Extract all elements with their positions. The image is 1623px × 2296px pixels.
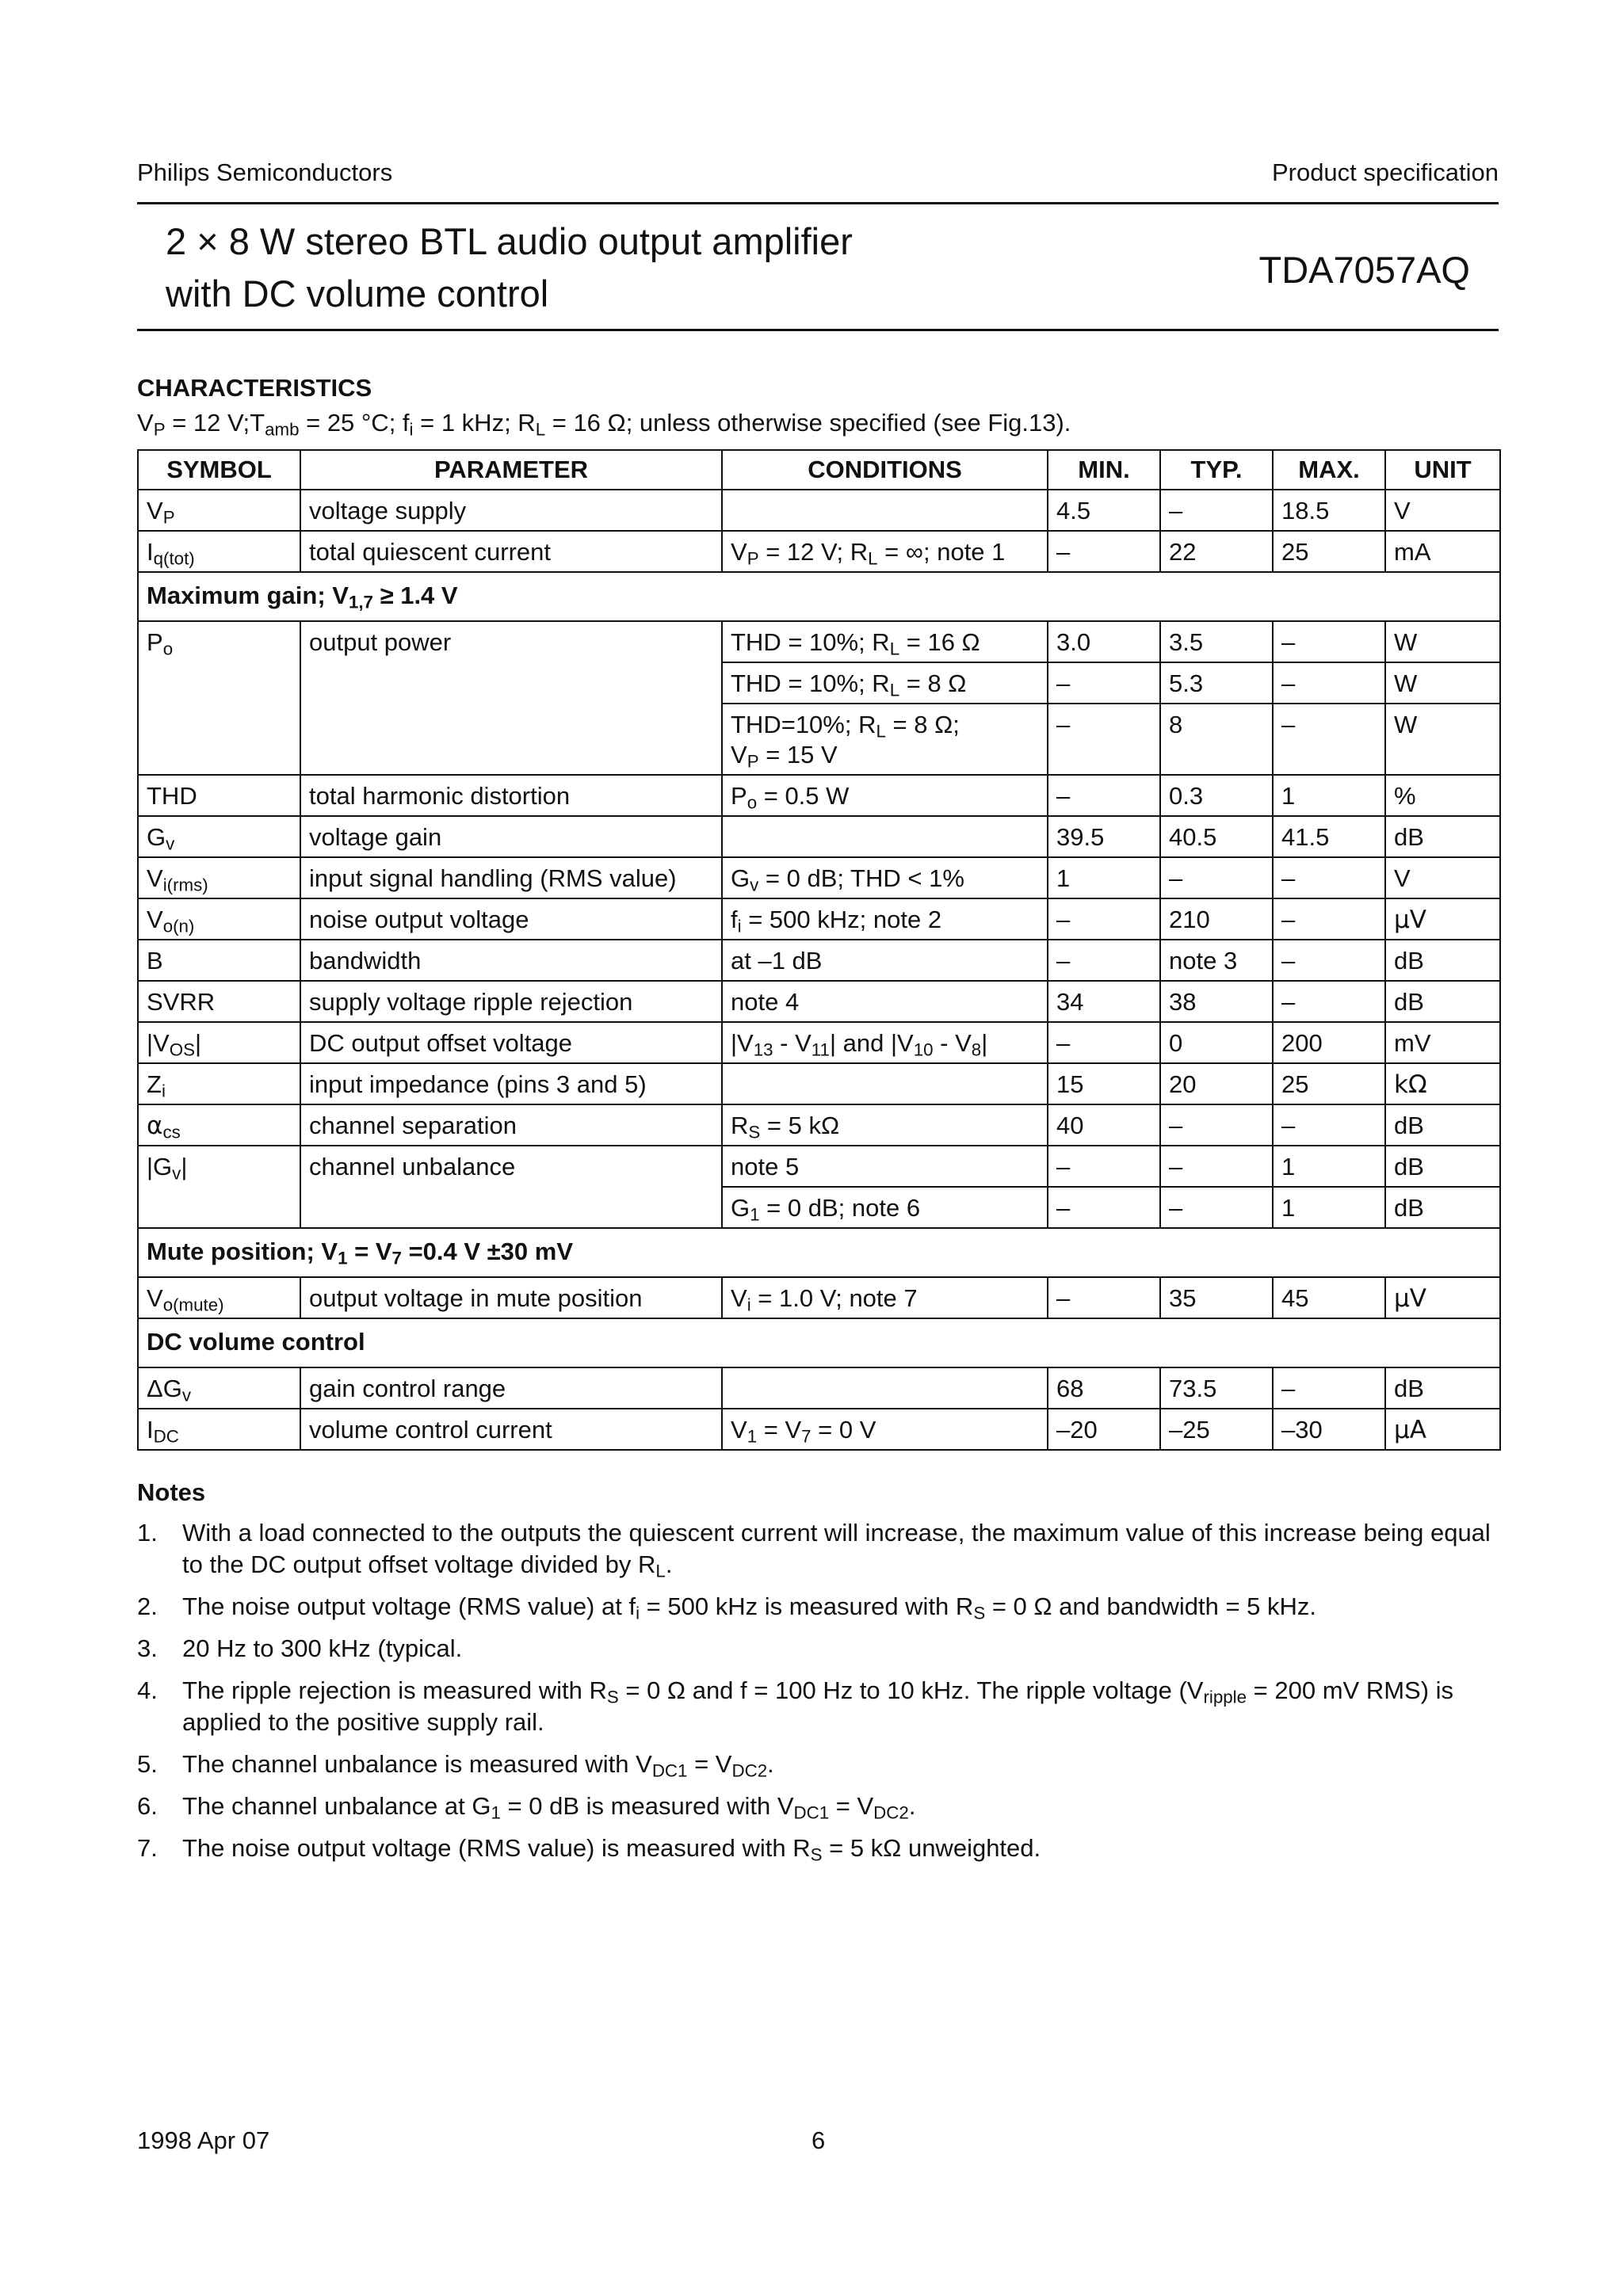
characteristics-table	[137, 449, 1501, 1451]
table-row	[138, 940, 1500, 981]
parameter-cell: gain control range	[300, 1367, 722, 1409]
min-cell: 1	[1048, 857, 1160, 898]
unit-cell: V	[1385, 857, 1500, 898]
table-row	[138, 857, 1500, 898]
unit-cell: dB	[1385, 1187, 1500, 1228]
max-cell: –	[1273, 662, 1385, 704]
conditions-cell	[722, 816, 1048, 857]
conditions-cell: THD = 10%; $R_L = 16$ Ω	[722, 621, 1048, 662]
symbol-cell: $\alpha_{cs}$	[138, 1104, 300, 1146]
parameter-cell: total harmonic distortion	[300, 775, 722, 816]
table-row	[138, 1367, 1500, 1409]
max-cell: –	[1273, 1104, 1385, 1146]
max-cell: –	[1273, 704, 1385, 775]
conditions-cell: note 4	[722, 981, 1048, 1022]
parameter-cell: total quiescent current	[300, 531, 722, 572]
section-heading: CHARACTERISTICS	[137, 374, 372, 402]
typ-cell: 38	[1160, 981, 1273, 1022]
symbol-cell: $|V_{OS}|$	[138, 1022, 300, 1063]
table-row	[138, 621, 1500, 662]
max-cell: –	[1273, 621, 1385, 662]
symbol-cell: $G_v$	[138, 816, 300, 857]
notes-heading: Notes	[137, 1478, 206, 1506]
unit-cell: dB	[1385, 1146, 1500, 1187]
header-rule	[137, 202, 1499, 204]
parameter-cell: noise output voltage	[300, 898, 722, 940]
conditions-cell: $|V_{13} - V_{11}|$ and $|V_{10} - V_8|$	[722, 1022, 1048, 1063]
typ-cell: 20	[1160, 1063, 1273, 1104]
table-row	[138, 531, 1500, 572]
typ-cell: 73.5	[1160, 1367, 1273, 1409]
group-label: Mute position; $V_1 = V_7 =0.4$ V ±30 mV	[138, 1228, 1500, 1277]
min-cell: 68	[1048, 1367, 1160, 1409]
note-item: 4. The ripple rejection is measured with $R_S = 0$ Ω and f = 100 Hz to 10 kHz. The ripple voltage ($V_{ripple} = 200$ mV RMS) is applied to the positive supply rail.	[137, 1676, 1454, 1736]
group-row-mute-position	[138, 1228, 1500, 1277]
parameter-cell: channel unbalance	[300, 1146, 722, 1228]
typ-cell: –	[1160, 1187, 1273, 1228]
min-cell: 15	[1048, 1063, 1160, 1104]
unit-cell: μV	[1385, 898, 1500, 940]
parameter-cell: bandwidth	[300, 940, 722, 981]
typ-cell: 8	[1160, 704, 1273, 775]
document-title	[166, 215, 853, 320]
symbol-cell: $\Delta G_v$	[138, 1367, 300, 1409]
unit-cell: μA	[1385, 1409, 1500, 1450]
title-line-1: 2 × 8 W stereo BTL audio output amplifier	[166, 220, 853, 262]
table-row	[138, 1146, 1500, 1187]
min-cell: 40	[1048, 1104, 1160, 1146]
min-cell: –	[1048, 662, 1160, 704]
part-number: TDA7057AQ	[1258, 249, 1470, 291]
table-row	[138, 490, 1500, 531]
header-company: Philips Semiconductors	[137, 158, 393, 186]
typ-cell: –	[1160, 857, 1273, 898]
typ-cell: 40.5	[1160, 816, 1273, 857]
col-header-symbol: SYMBOL	[138, 450, 300, 490]
parameter-cell: DC output offset voltage	[300, 1022, 722, 1063]
conditions-cell: THD=10%; $R_L = 8$ Ω; $V_P = 15$ V	[722, 704, 1048, 775]
col-header-typ: TYP.	[1160, 450, 1273, 490]
max-cell: 25	[1273, 1063, 1385, 1104]
typ-cell: –25	[1160, 1409, 1273, 1450]
conditions-cell: $P_o = 0.5$ W	[722, 775, 1048, 816]
symbol-cell: $V_{o(mute)}$	[138, 1277, 300, 1318]
min-cell: –	[1048, 1277, 1160, 1318]
table-row	[138, 1104, 1500, 1146]
unit-cell: W	[1385, 621, 1500, 662]
table-row	[138, 1277, 1500, 1318]
symbol-cell: $V_{o(n)}$	[138, 898, 300, 940]
parameter-cell: output voltage in mute position	[300, 1277, 722, 1318]
note-item: 6. The channel unbalance at $G_1 = 0$ dB is measured with $V_{DC1} = V_{DC2}$.	[137, 1792, 916, 1823]
symbol-cell: $V_{i(rms)}$	[138, 857, 300, 898]
conditions-cell: $V_P = 12$ V; $R_L$ = ∞; note 1	[722, 531, 1048, 572]
table-row	[138, 816, 1500, 857]
typ-cell: –	[1160, 1104, 1273, 1146]
conditions-cell: at –1 dB	[722, 940, 1048, 981]
unit-cell: W	[1385, 704, 1500, 775]
max-cell: 41.5	[1273, 816, 1385, 857]
min-cell: 3.0	[1048, 621, 1160, 662]
conditions-cell: note 5	[722, 1146, 1048, 1187]
table-header-row	[138, 450, 1500, 490]
max-cell: 45	[1273, 1277, 1385, 1318]
min-cell: 39.5	[1048, 816, 1160, 857]
conditions-cell	[722, 1367, 1048, 1409]
typ-cell: note 3	[1160, 940, 1273, 981]
unit-cell: μV	[1385, 1277, 1500, 1318]
min-cell: –	[1048, 898, 1160, 940]
max-cell: –	[1273, 940, 1385, 981]
footer-date: 1998 Apr 07	[137, 2126, 270, 2154]
unit-cell: dB	[1385, 1104, 1500, 1146]
title-rule	[137, 329, 1499, 331]
symbol-cell: B	[138, 940, 300, 981]
unit-cell: mA	[1385, 531, 1500, 572]
unit-cell: mV	[1385, 1022, 1500, 1063]
symbol-cell: SVRR	[138, 981, 300, 1022]
typ-cell: 0	[1160, 1022, 1273, 1063]
unit-cell: kΩ	[1385, 1063, 1500, 1104]
symbol-cell: $I_{q(tot)}$	[138, 531, 300, 572]
max-cell: –	[1273, 898, 1385, 940]
conditions-cell: $G_1 = 0$ dB; note 6	[722, 1187, 1048, 1228]
unit-cell: dB	[1385, 940, 1500, 981]
min-cell: –	[1048, 775, 1160, 816]
typ-cell: 22	[1160, 531, 1273, 572]
note-item: 2. The noise output voltage (RMS value) at $f_i = 500$ kHz is measured with $R_S = 0$ Ω and bandwidth = 5 kHz.	[137, 1592, 1317, 1623]
unit-cell: V	[1385, 490, 1500, 531]
col-header-max: MAX.	[1273, 450, 1385, 490]
title-line-2: with DC volume control	[166, 273, 549, 315]
parameter-cell: input signal handling (RMS value)	[300, 857, 722, 898]
max-cell: –	[1273, 981, 1385, 1022]
max-cell: 1	[1273, 1187, 1385, 1228]
max-cell: –	[1273, 857, 1385, 898]
typ-cell: 0.3	[1160, 775, 1273, 816]
conditions-cell	[722, 490, 1048, 531]
parameter-cell: output power	[300, 621, 722, 775]
min-cell: –	[1048, 531, 1160, 572]
max-cell: –	[1273, 1367, 1385, 1409]
col-header-min: MIN.	[1048, 450, 1160, 490]
min-cell: 4.5	[1048, 490, 1160, 531]
unit-cell: dB	[1385, 981, 1500, 1022]
symbol-cell: $|G_v|$	[138, 1146, 300, 1228]
parameter-cell: voltage supply	[300, 490, 722, 531]
notes-list	[137, 1517, 1499, 1875]
conditions-cell: $R_S = 5$ kΩ	[722, 1104, 1048, 1146]
table-row	[138, 1063, 1500, 1104]
symbol-cell: $P_o$	[138, 621, 300, 775]
footer-page-number: 6	[812, 2126, 826, 2154]
col-header-unit: UNIT	[1385, 450, 1500, 490]
parameter-cell: input impedance (pins 3 and 5)	[300, 1063, 722, 1104]
min-cell: –	[1048, 940, 1160, 981]
unit-cell: W	[1385, 662, 1500, 704]
min-cell: 34	[1048, 981, 1160, 1022]
note-item: 5. The channel unbalance is measured with $V_{DC1} = V_{DC2}$.	[137, 1750, 774, 1781]
table-row	[138, 1409, 1500, 1450]
table-row	[138, 981, 1500, 1022]
group-label: DC volume control	[138, 1318, 1500, 1367]
note-item: 1. With a load connected to the outputs the quiescent current will increase, the maximum value of this increase being equal to the DC output offset voltage divided by $R_L$.	[137, 1519, 1491, 1581]
typ-cell: –	[1160, 1146, 1273, 1187]
conditions-cell: $V_1 = V_7 = 0$ V	[722, 1409, 1048, 1450]
group-row-dc-volume-control	[138, 1318, 1500, 1367]
max-cell: 25	[1273, 531, 1385, 572]
unit-cell: %	[1385, 775, 1500, 816]
table-row	[138, 898, 1500, 940]
max-cell: 200	[1273, 1022, 1385, 1063]
max-cell: 18.5	[1273, 490, 1385, 531]
table-row	[138, 775, 1500, 816]
col-header-parameter: PARAMETER	[300, 450, 722, 490]
col-header-conditions: CONDITIONS	[722, 450, 1048, 490]
unit-cell: dB	[1385, 816, 1500, 857]
header-doc-type: Product specification	[1271, 158, 1499, 186]
unit-cell: dB	[1385, 1367, 1500, 1409]
conditions-cell: THD = 10%; $R_L = 8$ Ω	[722, 662, 1048, 704]
symbol-cell: $V_P$	[138, 490, 300, 531]
group-label: Maximum gain; $V_{1,7} \ge 1.4$ V	[138, 572, 1500, 621]
parameter-cell: supply voltage ripple rejection	[300, 981, 722, 1022]
typ-cell: 3.5	[1160, 621, 1273, 662]
min-cell: –	[1048, 704, 1160, 775]
min-cell: –20	[1048, 1409, 1160, 1450]
table-row	[138, 1022, 1500, 1063]
group-row-maximum-gain	[138, 572, 1500, 621]
symbol-cell: $Z_i$	[138, 1063, 300, 1104]
parameter-cell: volume control current	[300, 1409, 722, 1450]
typ-cell: 210	[1160, 898, 1273, 940]
typ-cell: –	[1160, 490, 1273, 531]
section-conditions: $V_P = 12$ $V;T_{amb} = 25$ °C; $f_i = 1$ kHz; $R_L = 16$ Ω; unless otherwise specified (see Fig.13).	[137, 409, 1071, 440]
min-cell: –	[1048, 1146, 1160, 1187]
conditions-cell: $V_i = 1.0$ V; note 7	[722, 1277, 1048, 1318]
max-cell: 1	[1273, 1146, 1385, 1187]
note-item: 3. 20 Hz to 300 kHz (typical.	[137, 1634, 463, 1662]
parameter-cell: voltage gain	[300, 816, 722, 857]
max-cell: 1	[1273, 775, 1385, 816]
typ-cell: 35	[1160, 1277, 1273, 1318]
conditions-cell: $G_v = 0$ dB; THD < 1%	[722, 857, 1048, 898]
note-item: 7. The noise output voltage (RMS value) is measured with $R_S = 5$ kΩ unweighted.	[137, 1834, 1041, 1865]
symbol-cell: THD	[138, 775, 300, 816]
symbol-cell: $I_{DC}$	[138, 1409, 300, 1450]
min-cell: –	[1048, 1187, 1160, 1228]
parameter-cell: channel separation	[300, 1104, 722, 1146]
conditions-cell	[722, 1063, 1048, 1104]
max-cell: –30	[1273, 1409, 1385, 1450]
min-cell: –	[1048, 1022, 1160, 1063]
conditions-cell: $f_i = 500$ kHz; note 2	[722, 898, 1048, 940]
typ-cell: 5.3	[1160, 662, 1273, 704]
